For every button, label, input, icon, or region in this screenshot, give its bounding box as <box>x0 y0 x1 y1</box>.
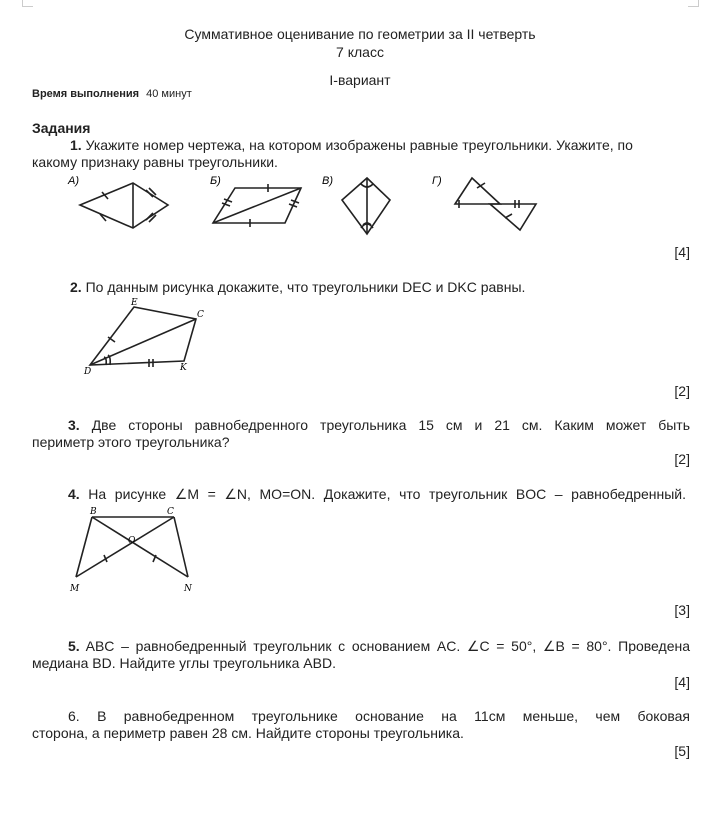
point-m-label: M <box>70 584 80 594</box>
figure-v-kite <box>342 178 390 234</box>
task3-text-line1: Две стороны равнобедренного треугольника 15 см и 21 см. Каким может быть <box>91 417 691 433</box>
task4-number: 4. <box>68 486 80 502</box>
point-o-label: O <box>128 536 136 546</box>
point-n-label: N <box>184 584 192 594</box>
task5-text-line2: медиана BD. Найдите углы треугольника ABD. <box>32 655 336 671</box>
task3-number: 3. <box>68 417 80 433</box>
fig-b-label: Б) <box>210 175 221 187</box>
task2-figure <box>80 297 220 377</box>
tasks-heading: Задания <box>32 120 91 136</box>
task2-line <box>70 279 525 296</box>
task4-figure <box>64 505 204 597</box>
task1-line1 <box>70 137 633 154</box>
time-label: Время выполнения <box>32 88 140 100</box>
document-title: Суммативное оценивание по геометрии за II четверть <box>184 26 536 42</box>
point-k-label: K <box>180 363 187 373</box>
task3-score: [2] <box>674 451 690 467</box>
task4-score: [3] <box>674 602 690 618</box>
task6-line1 <box>68 708 690 725</box>
task5-score: [4] <box>674 674 690 690</box>
fig-a-label: А) <box>68 175 79 187</box>
task6-text-line2: сторона, а периметр равен 28 см. Найдите стороны треугольника. <box>32 725 464 741</box>
figure-b-parallelogram <box>213 184 301 227</box>
task2-text: По данным рисунка докажите, что треугольники DEC и DKC равны. <box>85 279 526 295</box>
point-c-label: C <box>197 310 204 320</box>
task6-score: [5] <box>674 743 690 759</box>
point-e-label: E <box>131 298 138 308</box>
task2-score: [2] <box>674 383 690 399</box>
point-b-label: B <box>90 507 97 517</box>
task1-text-line2: какому признаку равны треугольники. <box>32 154 278 170</box>
fig-g-label: Г) <box>432 175 442 187</box>
task6-number: 6. <box>68 708 80 724</box>
point-d-label: D <box>84 367 92 377</box>
task4-line <box>68 486 686 503</box>
task3-line1 <box>68 417 690 434</box>
point-c-label-4: C <box>167 507 174 517</box>
task5-number: 5. <box>68 638 80 654</box>
fig-v-label: В) <box>322 175 333 187</box>
time-row <box>32 88 192 100</box>
time-value: 40 минут <box>146 88 192 100</box>
task5-text-line1: ABC – равнобедренный треугольник с основанием AC. ∠C = 50°, ∠B = 80°. Проведена <box>85 638 690 654</box>
figure-g-triangles <box>455 178 536 230</box>
task1-score: [4] <box>674 244 690 260</box>
task1-figures <box>60 170 560 240</box>
grade-label: 7 класс <box>336 44 384 60</box>
page-corner-right <box>688 0 699 7</box>
task3-text-line2: периметр этого треугольника? <box>32 434 230 450</box>
task1-text-line1: Укажите номер чертежа, на котором изображены равные треугольники. Укажите, по <box>85 137 633 153</box>
task6-text-line1: В равнобедренном треугольнике основание на 11см меньше, чем боковая <box>97 708 691 724</box>
figure-a-rhombus <box>80 183 168 228</box>
variant-label: I-вариант <box>329 72 391 88</box>
page-corner-left <box>22 0 33 7</box>
task2-number: 2. <box>70 279 82 295</box>
task1-number: 1. <box>70 137 82 153</box>
task4-text: На рисунке ∠M = ∠N, MO=ON. Докажите, что треугольник BOC – равнобедренный. <box>88 486 687 502</box>
task5-line1 <box>68 638 690 655</box>
